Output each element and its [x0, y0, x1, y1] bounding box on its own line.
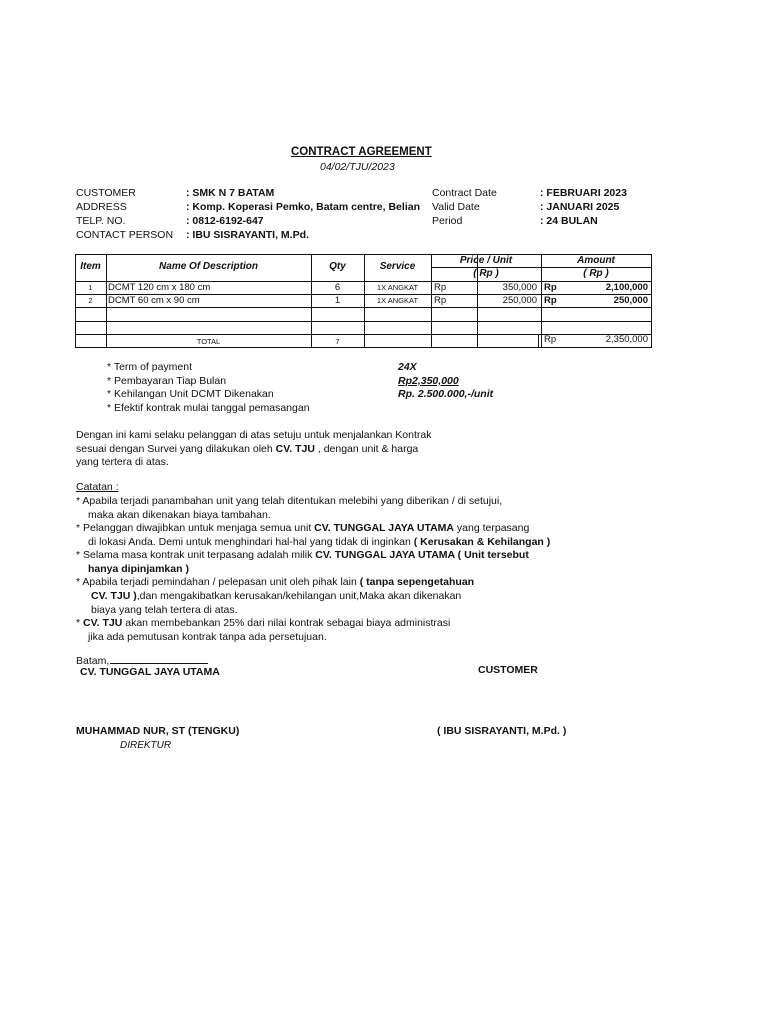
customer-label: CUSTOMER: [478, 664, 538, 676]
header-service: Service: [379, 261, 416, 272]
note-line: * CV. TJU akan membebankan 25% dari nilai kontrak sebagai biaya administrasi: [76, 617, 451, 629]
info-value: : FEBRUARI 2023: [540, 187, 627, 199]
note-line: hanya dipinjamkan ): [88, 563, 189, 575]
term-value: Rp. 2.500.000,-/unit: [398, 388, 494, 400]
row-amount-currency: Rp: [544, 282, 557, 293]
header-price-unit: ( Rp ): [473, 268, 499, 279]
header-qty: Qty: [329, 261, 346, 272]
row-price-currency: Rp: [434, 282, 447, 293]
info-label: CONTACT PERSON: [76, 229, 174, 241]
term-label: * Pembayaran Tiap Bulan: [107, 375, 227, 387]
paragraph-line: sesuai dengan Survei yang dilakukan oleh CV. TJU , dengan unit & harga: [76, 443, 419, 455]
note-line: biaya yang telah tertera di atas.: [91, 604, 238, 616]
note-line: * Apabila terjadi panambahan unit yang telah ditentukan melebihi yang diberikan / di setujui,: [76, 495, 503, 507]
term-label: * Term of payment: [107, 361, 193, 373]
header-price: Price / Unit: [459, 255, 513, 266]
note-line: * Selama masa kontrak unit terpasang adalah milik CV. TUNGGAL JAYA UTAMA ( Unit tersebut: [76, 549, 529, 561]
info-value: : Komp. Koperasi Pemko, Batam centre, Belian: [186, 201, 420, 213]
info-label: ADDRESS: [76, 201, 127, 213]
info-label: CUSTOMER: [76, 187, 136, 199]
term-value: Rp2,350,000: [398, 375, 459, 387]
customer-signer: ( IBU SISRAYANTI, M.Pd. ): [437, 725, 567, 737]
row-item: 2: [88, 296, 93, 305]
company-signer-role: DIREKTUR: [120, 740, 172, 751]
term-label: * Efektif kontrak mulai tanggal pemasangan: [107, 402, 310, 414]
row-qty: 6: [334, 282, 341, 293]
contract-number: 04/02/TJU/2023: [320, 161, 395, 173]
term-value: 24X: [398, 361, 417, 373]
row-amount-currency: Rp: [544, 295, 557, 306]
info-value: : JANUARI 2025: [540, 201, 620, 213]
company-name: CV. TUNGGAL JAYA UTAMA: [80, 666, 220, 678]
total-currency: Rp: [544, 334, 557, 345]
note-line: * Apabila terjadi pemindahan / pelepasan unit oleh pihak lain ( tanpa sepengetahuan: [76, 576, 475, 588]
row-amount: 2,100,000: [605, 282, 648, 293]
header-item: Item: [80, 261, 101, 272]
items-table: [75, 254, 652, 348]
row-service: 1X ANGKAT: [376, 296, 419, 305]
total-amount: 2,350,000: [605, 334, 648, 345]
row-amount: 250,000: [613, 295, 648, 306]
signing-place: Batam,: [76, 653, 208, 667]
row-qty: 1: [334, 295, 341, 306]
row-item: 1: [88, 283, 93, 292]
total-label: TOTAL: [196, 337, 221, 346]
document-title: CONTRACT AGREEMENT: [291, 146, 432, 158]
row-service: 1X ANGKAT: [376, 283, 419, 292]
row-price-currency: Rp: [434, 295, 447, 306]
note-line: CV. TJU ),dan mengakibatkan kerusakan/kehilangan unit,Maka akan dikenakan: [91, 590, 462, 602]
info-label: TELP. NO.: [76, 215, 126, 227]
note-line: maka akan dikenakan biaya tambahan.: [88, 509, 271, 521]
header-description: Name Of Description: [159, 261, 258, 272]
paragraph-line: Dengan ini kami selaku pelanggan di atas setuju untuk menjalankan Kontrak: [76, 429, 432, 441]
info-value: : 24 BULAN: [540, 215, 598, 227]
info-label: Period: [432, 215, 463, 227]
row-description: DCMT 60 cm x 90 cm: [108, 295, 200, 306]
company-signer: MUHAMMAD NUR, ST (TENGKU): [76, 725, 240, 737]
note-line: * Pelanggan diwajibkan untuk menjaga semua unit CV. TUNGGAL JAYA UTAMA yang terpasang: [76, 522, 530, 534]
info-value: : IBU SISRAYANTI, M.Pd.: [186, 229, 309, 241]
note-line: jika ada pemutusan kontrak tanpa ada persetujuan.: [88, 631, 327, 643]
row-description: DCMT 120 cm x 180 cm: [108, 282, 211, 293]
term-label: * Kehilangan Unit DCMT Dikenakan: [107, 388, 274, 400]
info-value: : SMK N 7 BATAM: [186, 187, 275, 199]
row-price: 250,000: [502, 295, 537, 306]
paragraph-line: yang tertera di atas.: [76, 456, 169, 468]
header-amount: Amount: [577, 255, 615, 266]
info-label: Valid Date: [432, 201, 480, 213]
total-qty: 7: [335, 337, 340, 346]
note-line: di lokasi Anda. Demi untuk menghindari hal-hal yang tidak di inginkan ( Kerusakan & Kehilangan ): [88, 536, 551, 548]
row-price: 350,000: [502, 282, 537, 293]
info-value: : 0812-6192-647: [186, 215, 264, 227]
info-label: Contract Date: [432, 187, 497, 199]
header-amount-unit: ( Rp ): [583, 268, 609, 279]
notes-title: Catatan :: [76, 481, 119, 493]
